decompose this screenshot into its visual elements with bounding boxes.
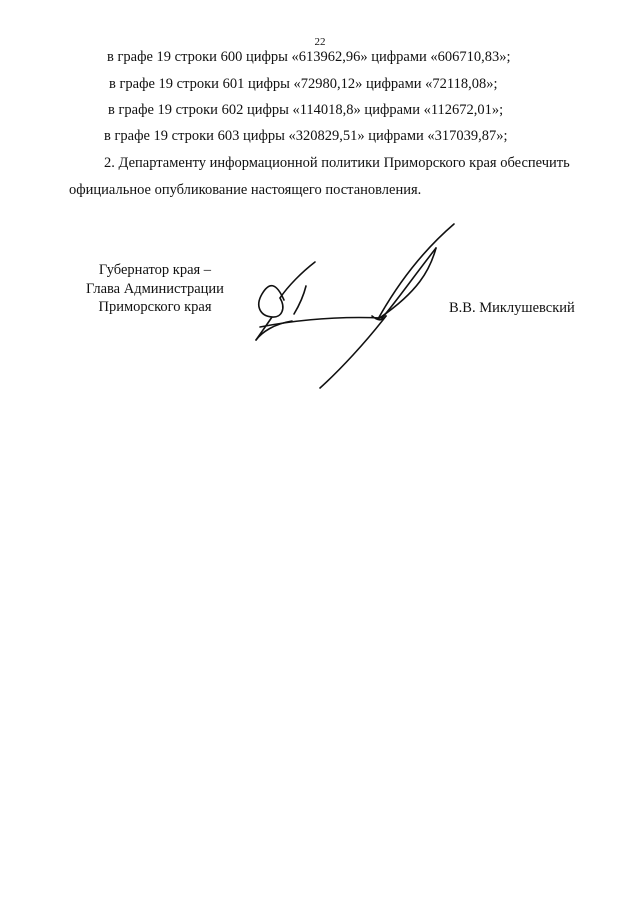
amendment-line-600: в графе 19 строки 600 цифры «613962,96» цифрами «606710,83»; [107, 49, 511, 65]
signatory-name: В.В. Миклушевский [449, 300, 575, 316]
paragraph-2-second-line: официальное опубликование настоящего постановления. [69, 182, 422, 198]
handwritten-signature-icon [236, 220, 466, 395]
amendment-line-602: в графе 19 строки 602 цифры «114018,8» цифрами «112672,01»; [108, 102, 504, 118]
paragraph-2-first-line: 2. Департаменту информационной политики Приморского края обеспечить [104, 155, 570, 171]
signatory-title-line: Приморского края [98, 299, 212, 315]
amendment-line-603: в графе 19 строки 603 цифры «320829,51» цифрами «317039,87»; [104, 128, 508, 144]
page-number: 22 [314, 36, 326, 48]
signatory-title-line: Глава Администрации [86, 280, 224, 297]
signatory-title [60, 261, 250, 317]
signatory-title-line: Губернатор края – [98, 262, 212, 278]
amendment-line-601: в графе 19 строки 601 цифры «72980,12» цифрами «72118,08»; [109, 76, 498, 92]
